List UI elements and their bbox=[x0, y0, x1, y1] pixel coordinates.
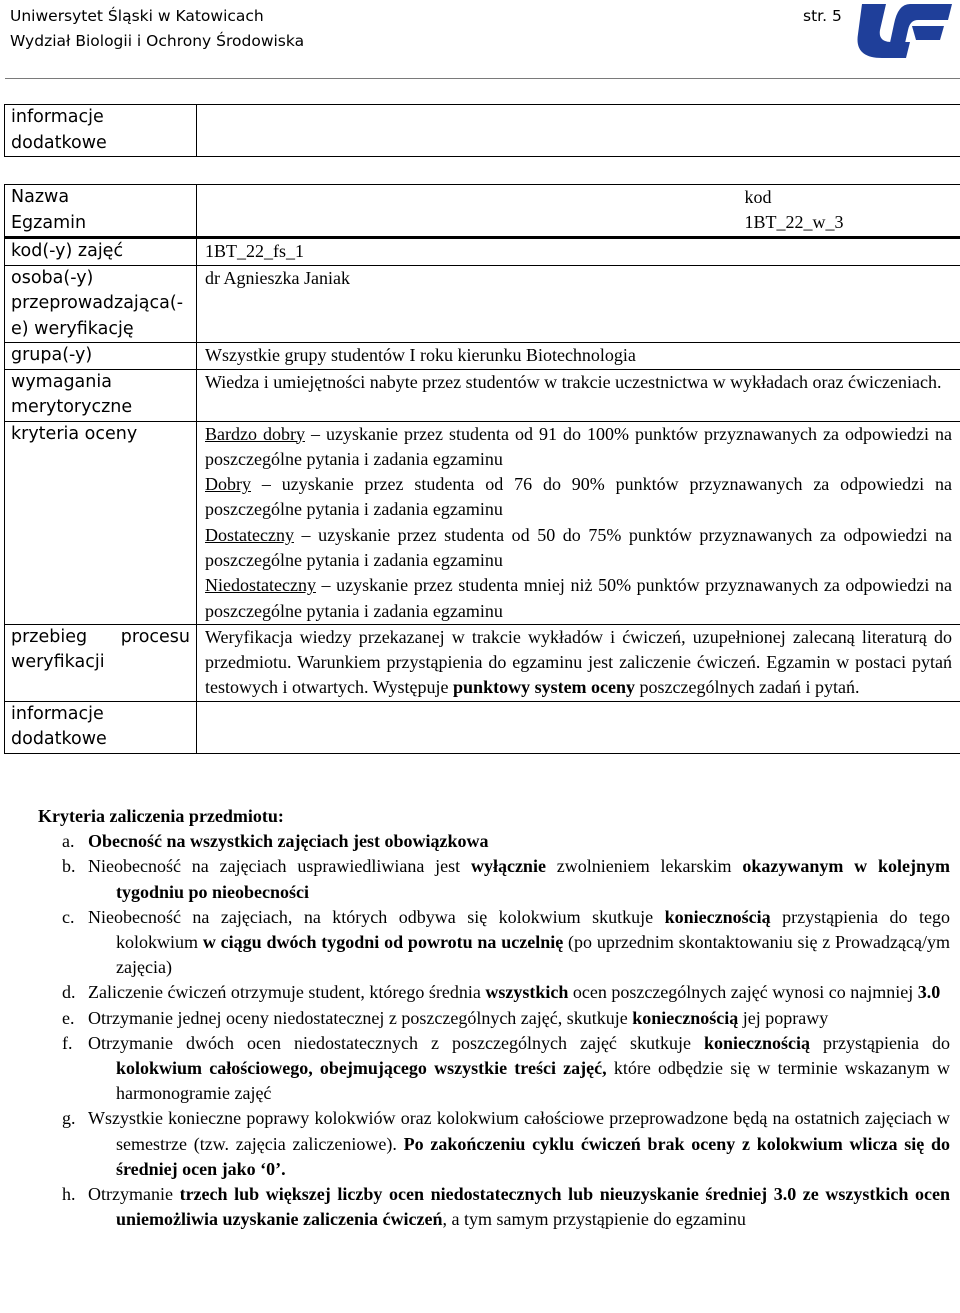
criteria-text bbox=[88, 982, 940, 1002]
criteria-bold-text: Obecność na wszystkich zajęciach jest obowiązkowa bbox=[88, 831, 489, 852]
grade-item bbox=[205, 573, 952, 624]
criteria-plain-text: Otrzymanie bbox=[88, 1184, 180, 1205]
grade-text: – uzyskanie przez studenta od 50 do 75% punktów przyznawanych za odpowiedzi na poszczególne pytania i zadania egzaminu bbox=[205, 524, 952, 570]
exam-name-label: Nazwa bbox=[11, 187, 70, 207]
exam-additional-label: informacje dodatkowe bbox=[5, 701, 197, 753]
criteria-plain-text: Wszystkie konieczne poprawy kolokwiów oraz kolokwium całościowe przeprowadzone będą na ostatnich zajęciach w semestrze (tzw. zajęcia zaliczeniowe). bbox=[88, 1108, 950, 1154]
grade-text: – uzyskanie przez studenta od 91 do 100% punktów przyznawanych za odpowiedzi na poszczególne pytania i zadania egzaminu bbox=[205, 423, 952, 469]
examiner-value: dr Agnieszka Janiak bbox=[197, 265, 960, 343]
criteria-plain-text: ocen poszczególnych zajęć wynosi co najmniej bbox=[568, 982, 918, 1003]
criteria-marker: d. bbox=[62, 982, 76, 1003]
criteria-bold-text: Po zakończeniu cyklu ćwiczeń brak oceny z kolokwium wlicza się do średniej ocen jako ‘0’. bbox=[116, 1133, 950, 1179]
process-label: przebieg procesu weryfikacji bbox=[5, 624, 197, 701]
document-header bbox=[10, 4, 304, 54]
grade-item bbox=[205, 472, 952, 523]
exam-name-value: Egzamin bbox=[11, 212, 87, 233]
additional-info-value bbox=[197, 105, 960, 157]
grading-criteria bbox=[197, 421, 960, 624]
criteria-plain-text: , a tym samym przystąpienie do egzaminu bbox=[442, 1209, 746, 1230]
additional-info-label: informacje dodatkowe bbox=[5, 105, 197, 157]
examiner-label: osoba(-y) przeprowadzająca(-e) weryfikację bbox=[5, 265, 197, 343]
criteria-text bbox=[88, 856, 950, 901]
criteria-item bbox=[38, 905, 950, 981]
grade-name: Dobry bbox=[205, 474, 251, 495]
criteria-bold-text: kolokwium całościowego, obejmującego wszystkie treści zajęć, bbox=[116, 1058, 607, 1079]
faculty-name: Wydział Biologii i Ochrony Środowiska bbox=[10, 32, 305, 50]
criteria-text bbox=[88, 1184, 950, 1229]
criteria-item bbox=[38, 829, 950, 854]
criteria-text bbox=[88, 831, 488, 851]
criteria-plain-text: które odbędzie się w terminie wskazanym w harmonogramie zajęć bbox=[116, 1058, 950, 1104]
grade-name: Dostateczny bbox=[205, 524, 294, 545]
criteria-bold-text: trzech lub większej liczby ocen niedostatecznych lub nieuzyskanie średniej 3.0 ze wszystkich ocen uniemożliwia uzyskanie zaliczenia ćwiczeń bbox=[116, 1184, 950, 1230]
groups-label: grupa(-y) bbox=[5, 343, 197, 370]
criteria-marker: f. bbox=[62, 1032, 73, 1053]
grade-item bbox=[205, 523, 952, 574]
exam-table bbox=[4, 184, 960, 754]
criteria-plain-text: jej poprawy bbox=[738, 1007, 829, 1028]
exam-kod-cell bbox=[745, 185, 960, 238]
criteria-plain-text: Nieobecność na zajęciach usprawiedliwiana jest bbox=[88, 856, 471, 877]
criteria-plain-text: Otrzymanie jednej oceny niedostatecznej z poszczególnych zajęć, skutkuje bbox=[88, 1007, 633, 1028]
criteria-text bbox=[88, 1033, 950, 1103]
criteria-marker: h. bbox=[62, 1184, 76, 1205]
criteria-bold-text: w ciągu dwóch tygodni od powrotu na uczelnię bbox=[202, 932, 564, 953]
criteria-title: Kryteria zaliczenia przedmiotu: bbox=[38, 806, 284, 826]
criteria-marker: a. bbox=[62, 831, 75, 852]
grade-name: Niedostateczny bbox=[205, 575, 316, 596]
grade-text: – uzyskanie przez studenta od 76 do 90% punktów przyznawanych za odpowiedzi na poszczególne pytania i zadania egzaminu bbox=[205, 474, 952, 520]
university-name: Uniwersytet Śląski w Katowicach bbox=[10, 7, 264, 25]
criteria-item bbox=[38, 854, 950, 904]
criteria-text bbox=[88, 907, 950, 977]
grade-text: – uzyskanie przez studenta mniej niż 50% punktów przyznawanych za odpowiedzi na poszczególne pytania i zadania egzaminu bbox=[205, 575, 952, 621]
additional-info-table bbox=[4, 104, 960, 157]
criteria-bold-text: 3.0 bbox=[917, 982, 941, 1003]
criteria-bold-text: okazywanym w kolejnym tygodniu po nieobecności bbox=[116, 856, 951, 902]
criteria-plain-text: przystąpienia do tego kolokwium bbox=[116, 906, 951, 953]
requirements-label: wymagania merytoryczne bbox=[5, 369, 197, 421]
criteria-text bbox=[88, 1008, 828, 1028]
criteria-bold-text: wyłącznie bbox=[470, 856, 546, 877]
exam-additional-value bbox=[197, 701, 960, 753]
criteria-plain-text: przystąpienia do bbox=[809, 1032, 950, 1053]
process-tail: poszczególnych zadań i pytań. bbox=[635, 677, 860, 698]
criteria-list bbox=[38, 829, 950, 1232]
criteria-plain-text: Zaliczenie ćwiczeń otrzymuje student, którego średnia bbox=[88, 982, 486, 1003]
exam-kod-label: kod bbox=[744, 187, 772, 207]
logo-mark-3 bbox=[912, 26, 944, 40]
criteria-plain-text: Nieobecność na zajęciach, na których odbywa się kolokwium skutkuje bbox=[88, 906, 665, 927]
criteria-plain-text: (po uprzednim skontaktowaniu się z Prowadzącą/ym zajęcia) bbox=[116, 932, 950, 978]
process-value bbox=[197, 624, 960, 701]
criteria-section bbox=[38, 804, 950, 1232]
criteria-item bbox=[38, 980, 950, 1005]
criteria-marker: e. bbox=[62, 1007, 75, 1028]
grading-label: kryteria oceny bbox=[5, 421, 197, 624]
criteria-marker: b. bbox=[62, 856, 76, 877]
header-rule bbox=[5, 78, 960, 79]
criteria-marker: c. bbox=[62, 906, 75, 927]
requirements-value: Wiedza i umiejętności nabyte przez studentów w trakcie uczestnictwa w wykładach oraz ćwiczeniach. bbox=[197, 369, 960, 421]
criteria-bold-text: koniecznością bbox=[664, 906, 771, 927]
course-code-label: kod(-y) zajęć bbox=[5, 238, 197, 266]
criteria-marker: g. bbox=[62, 1108, 76, 1129]
criteria-item bbox=[38, 1182, 950, 1232]
course-code-value: 1BT_22_fs_1 bbox=[197, 238, 960, 266]
university-logo bbox=[848, 0, 954, 66]
process-text: Weryfikacja wiedzy przekazanej w trakcie wykładów i ćwiczeń, uzupełnionej zalecaną literaturą do przedmiotu. Warunkiem przystąpienia do egzaminu jest zaliczenie ćwiczeń. Egzamin w postaci pytań testowych i otwartych. Występuje bbox=[205, 626, 952, 698]
grade-item bbox=[205, 422, 952, 473]
criteria-bold-text: koniecznością bbox=[703, 1032, 810, 1053]
criteria-plain-text: zwolnieniem lekarskim bbox=[545, 856, 743, 877]
criteria-bold-text: koniecznością bbox=[632, 1007, 739, 1028]
exam-name-cell bbox=[5, 185, 197, 238]
criteria-item bbox=[38, 1031, 950, 1107]
criteria-text bbox=[88, 1108, 950, 1178]
criteria-bold-text: wszystkich bbox=[485, 982, 569, 1003]
criteria-plain-text: Otrzymanie dwóch ocen niedostatecznych z poszczególnych zajęć skutkuje bbox=[88, 1032, 704, 1053]
exam-name-empty bbox=[197, 185, 745, 238]
grade-name: Bardzo dobry bbox=[205, 423, 305, 444]
page-number: str. 5 bbox=[803, 7, 842, 25]
process-bold: punktowy system oceny bbox=[453, 677, 636, 698]
criteria-item bbox=[38, 1106, 950, 1182]
exam-kod-value: 1BT_22_w_3 bbox=[744, 212, 844, 233]
groups-value: Wszystkie grupy studentów I roku kierunku Biotechnologia bbox=[197, 343, 960, 370]
criteria-item bbox=[38, 1006, 950, 1031]
